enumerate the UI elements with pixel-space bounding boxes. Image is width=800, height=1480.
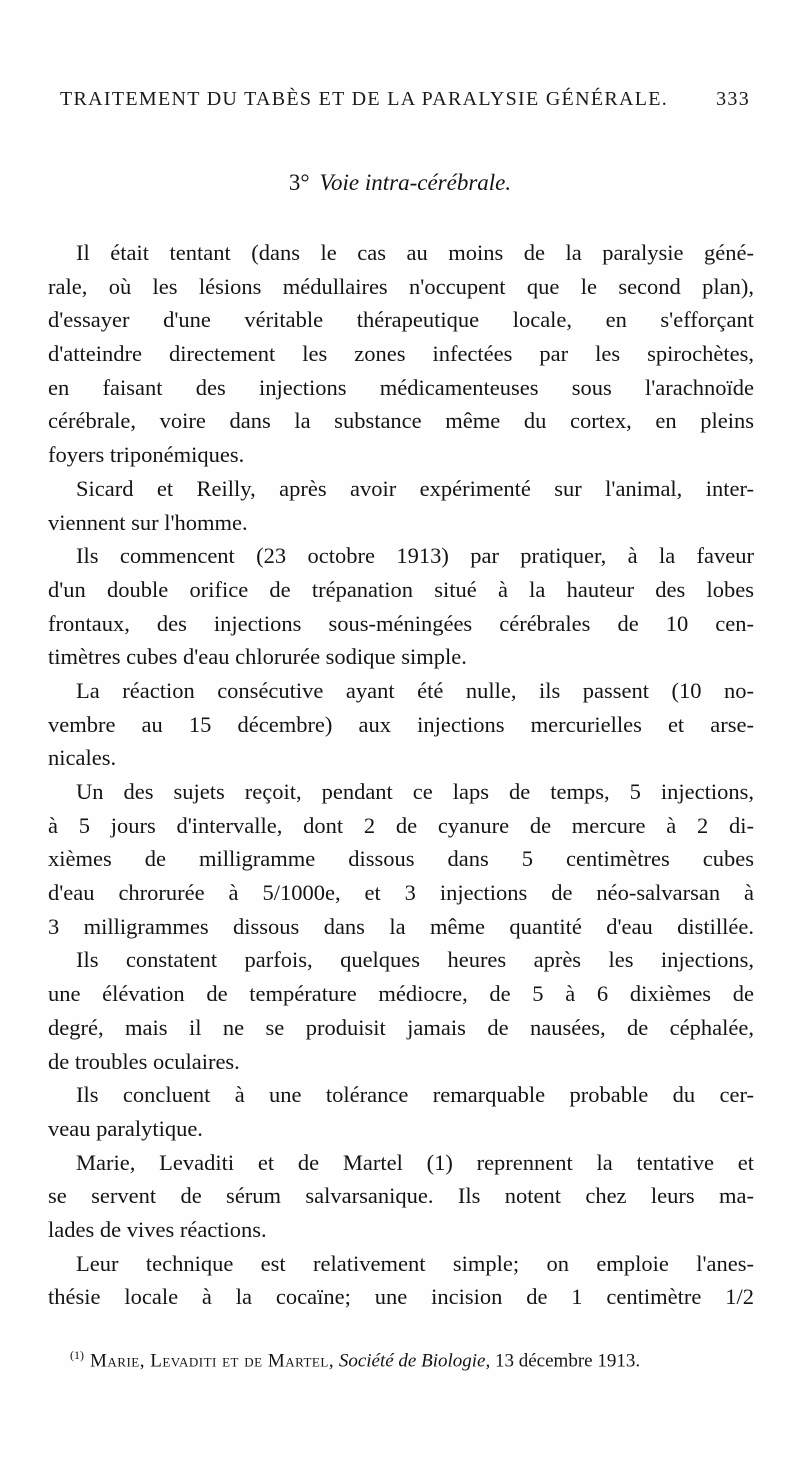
text-line: La réaction consécutive ayant été nulle, ils passent (10 no- [76, 677, 754, 703]
running-title: TRAITEMENT DU TABÈS ET DE LA PARALYSIE GÉNÉRALE. [60, 88, 669, 110]
text-line: 3 milligrammes dissous dans la même quantité d'eau distillée. [48, 913, 754, 939]
text-line: Ils concluent à une tolérance remarquable probable du cer- [76, 1082, 754, 1108]
page-number: 333 [716, 88, 750, 110]
text-line: veau paralytique. [48, 1115, 203, 1141]
text-line: Un des sujets reçoit, pendant ce laps de temps, 5 injections, [76, 779, 754, 804]
text-line: de troubles oculaires. [48, 1048, 240, 1074]
text-line: foyers triponémiques. [48, 442, 245, 468]
text-line: nicales. [48, 745, 117, 771]
text-line: en faisant des injections médicamenteuses sous l'arachnoïde [48, 374, 754, 400]
text-line: Ils constatent parfois, quelques heures après les injections, [76, 947, 754, 973]
section-heading [0, 170, 800, 196]
text-line: vembre au 15 décembre) aux injections mercurielles et arse- [48, 711, 754, 737]
text-line: d'essayer d'une véritable thérapeutique locale, en s'efforçant [48, 307, 754, 333]
text-line: viennent sur l'homme. [48, 509, 248, 535]
text-line: Il était tentant (dans le cas au moins de la paralysie géné- [76, 240, 754, 265]
text-line: cérébrale, voire dans la substance même du cortex, en pleins [48, 408, 754, 434]
text-line: d'atteindre directement les zones infectées par les spirochètes, [48, 341, 754, 367]
text-line: timètres cubes d'eau chlorurée sodique simple. [48, 644, 467, 670]
text-line: se servent de sérum salvarsanique. Ils notent chez leurs ma- [48, 1183, 754, 1209]
text-line: une élévation de température médiocre, de 5 à 6 dixièmes de [48, 981, 754, 1007]
text-line: Sicard et Reilly, après avoir expérimenté sur l'animal, inter- [76, 475, 754, 501]
running-head [60, 88, 750, 111]
text-line: thésie locale à la cocaïne; une incision de 1 centimètre 1/2 [48, 1284, 754, 1310]
text-line: Ils commencent (23 octobre 1913) par pratiquer, à la faveur [76, 543, 754, 569]
text-line: lades de vives réactions. [48, 1216, 267, 1242]
footnote-date: 13 décembre 1913. [495, 1350, 641, 1372]
footnote [70, 1348, 760, 1372]
section-title: Voie intra-cérébrale. [319, 170, 512, 195]
text-line: rale, où les lésions médullaires n'occupent que le second plan), [48, 273, 754, 299]
section-number: 3° [288, 170, 310, 195]
footnote-journal: Société de Biologie, [338, 1350, 491, 1372]
text-line: d'eau chrorurée à 5/1000e, et 3 injections de néo-salvarsan à [48, 880, 754, 906]
text-line: d'un double orifice de trépanation situé à la hauteur des lobes [48, 576, 754, 602]
body-text [48, 236, 754, 1314]
text-line: frontaux, des injections sous-méningées cérébrales de 10 cen- [48, 610, 754, 636]
text-line: degré, mais il ne se produisit jamais de nausées, de céphalée, [48, 1014, 754, 1040]
text-line: Leur technique est relativement simple; on emploie l'anes- [76, 1250, 754, 1276]
text-line: Marie, Levaditi et de Martel (1) reprennent la tentative et [76, 1149, 754, 1175]
text-line: à 5 jours d'intervalle, dont 2 de cyanure de mercure à 2 di- [48, 812, 754, 838]
footnote-mark: (1) [70, 1348, 84, 1362]
footnote-authors: Marie, Levaditi et de Martel, [90, 1350, 335, 1372]
text-line: xièmes de milligramme dissous dans 5 centimètres cubes [48, 846, 754, 872]
